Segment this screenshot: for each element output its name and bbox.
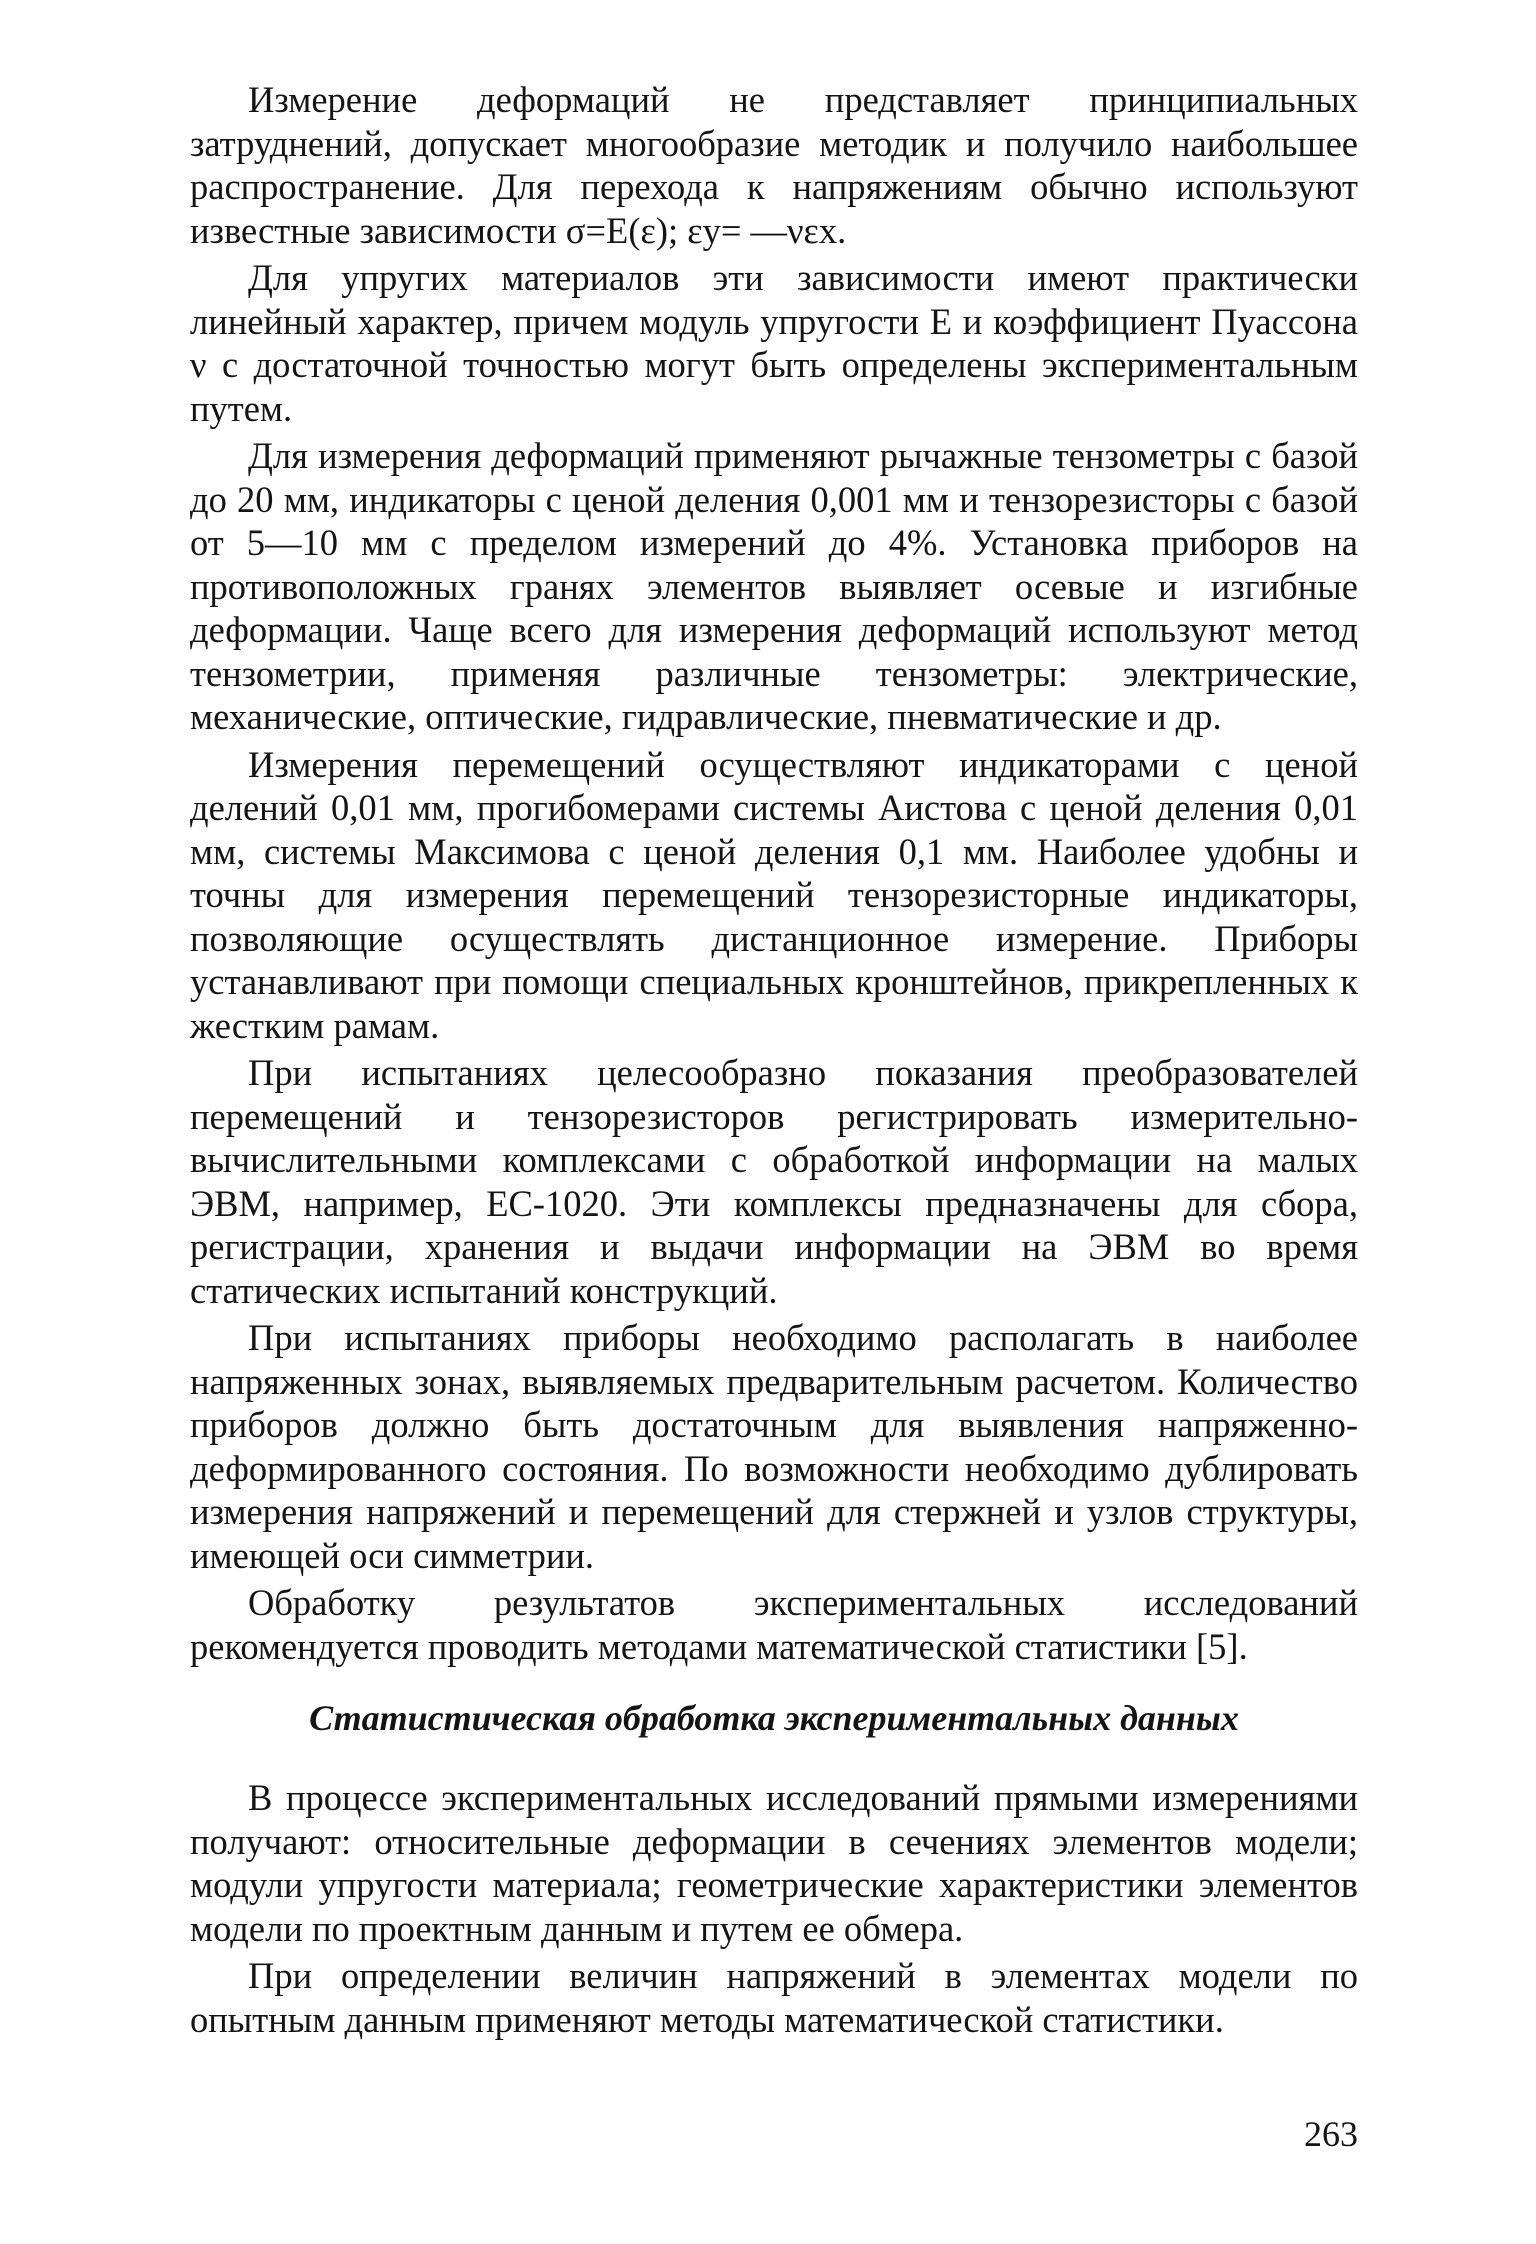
section-heading: Статистическая обработка экспериментальных данных <box>309 1698 1239 1738</box>
paragraph-statistical-methods: При определении величин напряжений в элементах модели по опытным данным применяют методы математической статистики. <box>190 1955 1358 2040</box>
paragraph-result-processing: Обработку результатов экспериментальных исследований рекомендуется проводить методами математической статистики [5]. <box>190 1582 1358 1667</box>
paragraph-strain-measurement: Измерение деформаций не представляет принципиальных затруднений, допускает многообразие методик и получило наибольшее распространение. Для перехода к напряжениям обычно используют известные зависимости σ=E(ε); εy= —νεx. <box>190 79 1358 251</box>
paragraph-data-acquisition: При испытаниях целесообразно показания преобразователей перемещений и тензорезисторов регистрировать измерительно-вычислительными комплексами с обработкой информации на малых ЭВМ, например, ЕС-1020. Эти комплексы предназначены для сбора, регистрации, хранения и выдачи информации на ЭВМ во время статических испытаний конструкций. <box>190 1052 1358 1311</box>
page-body <box>190 78 1358 2045</box>
paragraph-instrument-placement: При испытаниях приборы необходимо располагать в наиболее напряженных зонах, выявляемых предварительным расчетом. Количество приборов должно быть достаточным для выявления напряженно-деформированного состояния. По возможности необходимо дублировать измерения напряжений и перемещений для стержней и узлов структуры, имеющей оси симметрии. <box>190 1317 1358 1576</box>
paragraph-strain-instruments: Для измерения деформаций применяют рычажные тензометры с базой до 20 мм, индикаторы с ценой деления 0,001 мм и тензорезисторы с базой от 5—10 мм с пределом измерений до 4%. Установка приборов на противоположных гранях элементов выявляет осевые и изгибные деформации. Чаще всего для измерения деформаций используют метод тензометрии, применяя различные тензометры: электрические, механические, оптические, гидравлические, пневматические и др. <box>190 435 1358 737</box>
paragraph-elastic-materials: Для упругих материалов эти зависимости имеют практически линейный характер, причем модуль упругости E и коэффициент Пуассона ν с достаточной точностью могут быть определены экспериментальным путем. <box>190 257 1358 429</box>
paragraph-displacement-measurement: Измерения перемещений осуществляют индикаторами с ценой делений 0,01 мм, прогибомерами системы Аистова с ценой деления 0,01 мм, системы Максимова с ценой деления 0,1 мм. Наиболее удобны и точны для измерения перемещений тензорезисторные индикаторы, позволяющие осуществлять дистанционное измерение. Приборы устанавливают при помощи специальных кронштейнов, прикрепленных к жестким рамам. <box>190 743 1358 1046</box>
page-number: 263 <box>1304 2114 1358 2154</box>
paragraph-direct-measurements: В процессе экспериментальных исследований прямыми измерениями получают: относительные деформации в сечениях элементов модели; модули упругости материала; геометрические характеристики элементов модели по проектным данным и путем ее обмера. <box>190 1777 1358 1949</box>
